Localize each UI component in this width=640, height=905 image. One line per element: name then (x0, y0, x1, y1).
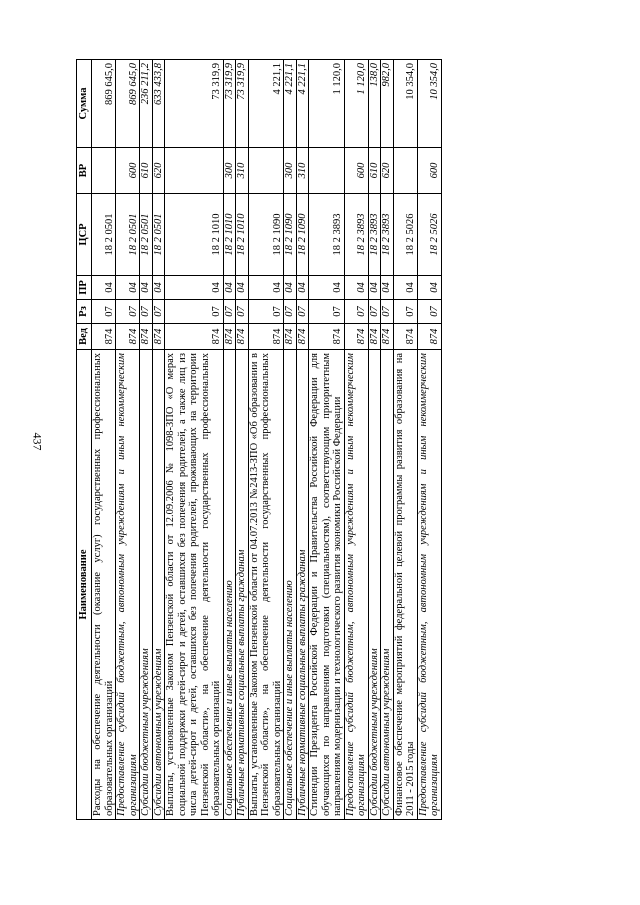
table-row (417, 60, 441, 820)
cell-vr: 600 (417, 148, 441, 194)
cell-vr (309, 148, 345, 194)
table-row (381, 60, 394, 820)
cell-csr: 18 2 5026 (417, 194, 441, 276)
header-rz: Рз (77, 300, 92, 324)
cell-csr: 18 2 1090 (248, 194, 284, 276)
cell-vr: 300 (284, 148, 297, 194)
cell-csr: 18 2 3893 (344, 194, 368, 276)
cell-ved: 874 (393, 324, 417, 350)
cell-pr: 04 (284, 276, 297, 300)
cell-name: Социальное обеспечение и иные выплаты населению (284, 350, 297, 820)
table-header-row (77, 60, 92, 820)
cell-rz: 07 (393, 300, 417, 324)
table-row (309, 60, 345, 820)
cell-name: Предоставление субсидий бюджетным, автономным учреждениям и иным некоммерческим организациям (344, 350, 368, 820)
cell-pr: 04 (368, 276, 381, 300)
header-pr: ПР (77, 276, 92, 300)
table-row (248, 60, 284, 820)
header-csr: ЦСР (77, 194, 92, 276)
cell-rz: 07 (284, 300, 297, 324)
table-row (223, 60, 236, 820)
cell-rz: 07 (116, 300, 140, 324)
cell-ved: 874 (284, 324, 297, 350)
cell-csr: 18 2 0501 (116, 194, 140, 276)
cell-vr (165, 148, 224, 194)
table-row (152, 60, 165, 820)
cell-pr: 04 (344, 276, 368, 300)
cell-sum: 633 433,8 (152, 60, 165, 148)
cell-ved: 874 (140, 324, 153, 350)
cell-ved: 874 (152, 324, 165, 350)
header-name: Наименование (77, 350, 92, 820)
table-row (92, 60, 116, 820)
cell-name: Предоставление субсидий бюджетным, автономным учреждениям и иным некоммерческим организациям (417, 350, 441, 820)
cell-name: Финансовое обеспечение мероприятий федеральной целевой программы развития образования на 2011 - 2015 годы (393, 350, 417, 820)
cell-ved: 874 (116, 324, 140, 350)
cell-name: Предоставление субсидий бюджетным, автономным учреждениям и иным некоммерческим организациям (116, 350, 140, 820)
cell-name: Расходы на обеспечение деятельности (оказание услуг) государственных профессиональных образовательных организаций (92, 350, 116, 820)
cell-rz: 07 (417, 300, 441, 324)
cell-name: Выплаты, установленные Законом Пензенской области от 04.07.2013 №2413-ЗПО «Об образовании в Пензенской области», на обеспечение деятельности государственных профессиональных образовательных организаций (248, 350, 284, 820)
cell-ved: 874 (344, 324, 368, 350)
cell-rz: 07 (140, 300, 153, 324)
cell-sum: 73 319,9 (223, 60, 236, 148)
cell-pr: 04 (152, 276, 165, 300)
cell-csr: 18 2 1010 (223, 194, 236, 276)
cell-vr: 610 (368, 148, 381, 194)
cell-ved: 874 (165, 324, 224, 350)
cell-vr (248, 148, 284, 194)
cell-pr: 04 (296, 276, 309, 300)
table-row (344, 60, 368, 820)
cell-ved: 874 (296, 324, 309, 350)
cell-name: Стипендии Президента Российской Федерации и Правительства Российской Федерации для обучающихся по направлениям подготовки (специальностям), соответствующим приоритетным направлениям модернизации и технологического развития экономики Российской Федерации (309, 350, 345, 820)
cell-rz: 07 (309, 300, 345, 324)
cell-rz: 07 (344, 300, 368, 324)
cell-sum: 869 645,0 (116, 60, 140, 148)
cell-sum: 4 221,1 (248, 60, 284, 148)
table-row (236, 60, 249, 820)
cell-vr: 610 (140, 148, 153, 194)
cell-sum: 10 354,0 (393, 60, 417, 148)
cell-sum: 73 319,9 (165, 60, 224, 148)
cell-sum: 73 319,9 (236, 60, 249, 148)
budget-table (76, 59, 442, 820)
cell-pr: 04 (248, 276, 284, 300)
cell-name: Публичные нормативные социальные выплаты гражданам (296, 350, 309, 820)
cell-csr: 18 2 1010 (165, 194, 224, 276)
cell-name: Субсидии автономным учреждениям (381, 350, 394, 820)
cell-ved: 874 (368, 324, 381, 350)
cell-sum: 869 645,0 (92, 60, 116, 148)
cell-csr: 18 2 0501 (140, 194, 153, 276)
cell-csr: 18 2 1090 (284, 194, 297, 276)
table-row (284, 60, 297, 820)
table-row (165, 60, 224, 820)
cell-pr: 04 (223, 276, 236, 300)
cell-rz: 07 (152, 300, 165, 324)
cell-rz: 07 (296, 300, 309, 324)
cell-ved: 874 (92, 324, 116, 350)
header-vr: ВР (77, 148, 92, 194)
cell-pr: 04 (393, 276, 417, 300)
rotated-table-container (76, 60, 571, 820)
cell-ved: 874 (223, 324, 236, 350)
table-row (116, 60, 140, 820)
cell-csr: 18 2 3893 (381, 194, 394, 276)
cell-vr: 310 (236, 148, 249, 194)
cell-rz: 07 (381, 300, 394, 324)
cell-sum: 138,0 (368, 60, 381, 148)
cell-vr: 620 (152, 148, 165, 194)
cell-sum: 236 211,2 (140, 60, 153, 148)
cell-rz: 07 (92, 300, 116, 324)
header-sum: Сумма (77, 60, 92, 148)
cell-name: Субсидии бюджетным учреждениям (140, 350, 153, 820)
cell-vr: 600 (116, 148, 140, 194)
cell-vr: 310 (296, 148, 309, 194)
cell-pr: 04 (309, 276, 345, 300)
cell-name: Выплаты, установленные Законом Пензенской области от 12.09.2006 № 1098-ЗПО «О мерах социальной поддержки детей-сирот и детей, оставшихся без попечения родителей, а также лиц из числа детей-сирот и детей, оставшихся без попечения родителей, проживающих на территории Пензенской области», на обеспечение деятельности государственных профессиональных образовательных организаций (165, 350, 224, 820)
table-row (393, 60, 417, 820)
cell-vr: 620 (381, 148, 394, 194)
cell-csr: 18 2 1010 (236, 194, 249, 276)
cell-csr: 18 2 5026 (393, 194, 417, 276)
cell-csr: 18 2 0501 (92, 194, 116, 276)
cell-name: Субсидии бюджетным учреждениям (368, 350, 381, 820)
cell-rz: 07 (236, 300, 249, 324)
cell-sum: 4 221,1 (296, 60, 309, 148)
table-body (92, 60, 442, 820)
cell-vr: 300 (223, 148, 236, 194)
table-row (296, 60, 309, 820)
cell-pr: 04 (381, 276, 394, 300)
cell-sum: 1 120,0 (309, 60, 345, 148)
cell-ved: 874 (417, 324, 441, 350)
cell-csr: 18 2 0501 (152, 194, 165, 276)
page-number: 437 (30, 432, 45, 451)
cell-vr (393, 148, 417, 194)
cell-vr: 600 (344, 148, 368, 194)
cell-sum: 1 120,0 (344, 60, 368, 148)
cell-pr: 04 (92, 276, 116, 300)
cell-pr: 04 (417, 276, 441, 300)
header-ved: Вед (77, 324, 92, 350)
cell-pr: 04 (236, 276, 249, 300)
cell-ved: 874 (309, 324, 345, 350)
cell-name: Субсидии автономным учреждениям (152, 350, 165, 820)
cell-ved: 874 (248, 324, 284, 350)
cell-ved: 874 (236, 324, 249, 350)
table-row (368, 60, 381, 820)
cell-name: Публичные нормативные социальные выплаты гражданам (236, 350, 249, 820)
cell-pr: 04 (140, 276, 153, 300)
cell-vr (92, 148, 116, 194)
cell-ved: 874 (381, 324, 394, 350)
cell-rz: 07 (223, 300, 236, 324)
cell-csr: 18 2 1090 (296, 194, 309, 276)
cell-name: Социальное обеспечение и иные выплаты населению (223, 350, 236, 820)
cell-sum: 982,0 (381, 60, 394, 148)
cell-csr: 18 2 3893 (309, 194, 345, 276)
cell-sum: 4 221,1 (284, 60, 297, 148)
cell-rz: 07 (165, 300, 224, 324)
cell-rz: 07 (248, 300, 284, 324)
cell-rz: 07 (368, 300, 381, 324)
cell-pr: 04 (116, 276, 140, 300)
cell-csr: 18 2 3893 (368, 194, 381, 276)
cell-sum: 10 354,0 (417, 60, 441, 148)
table-row (140, 60, 153, 820)
cell-pr: 04 (165, 276, 224, 300)
